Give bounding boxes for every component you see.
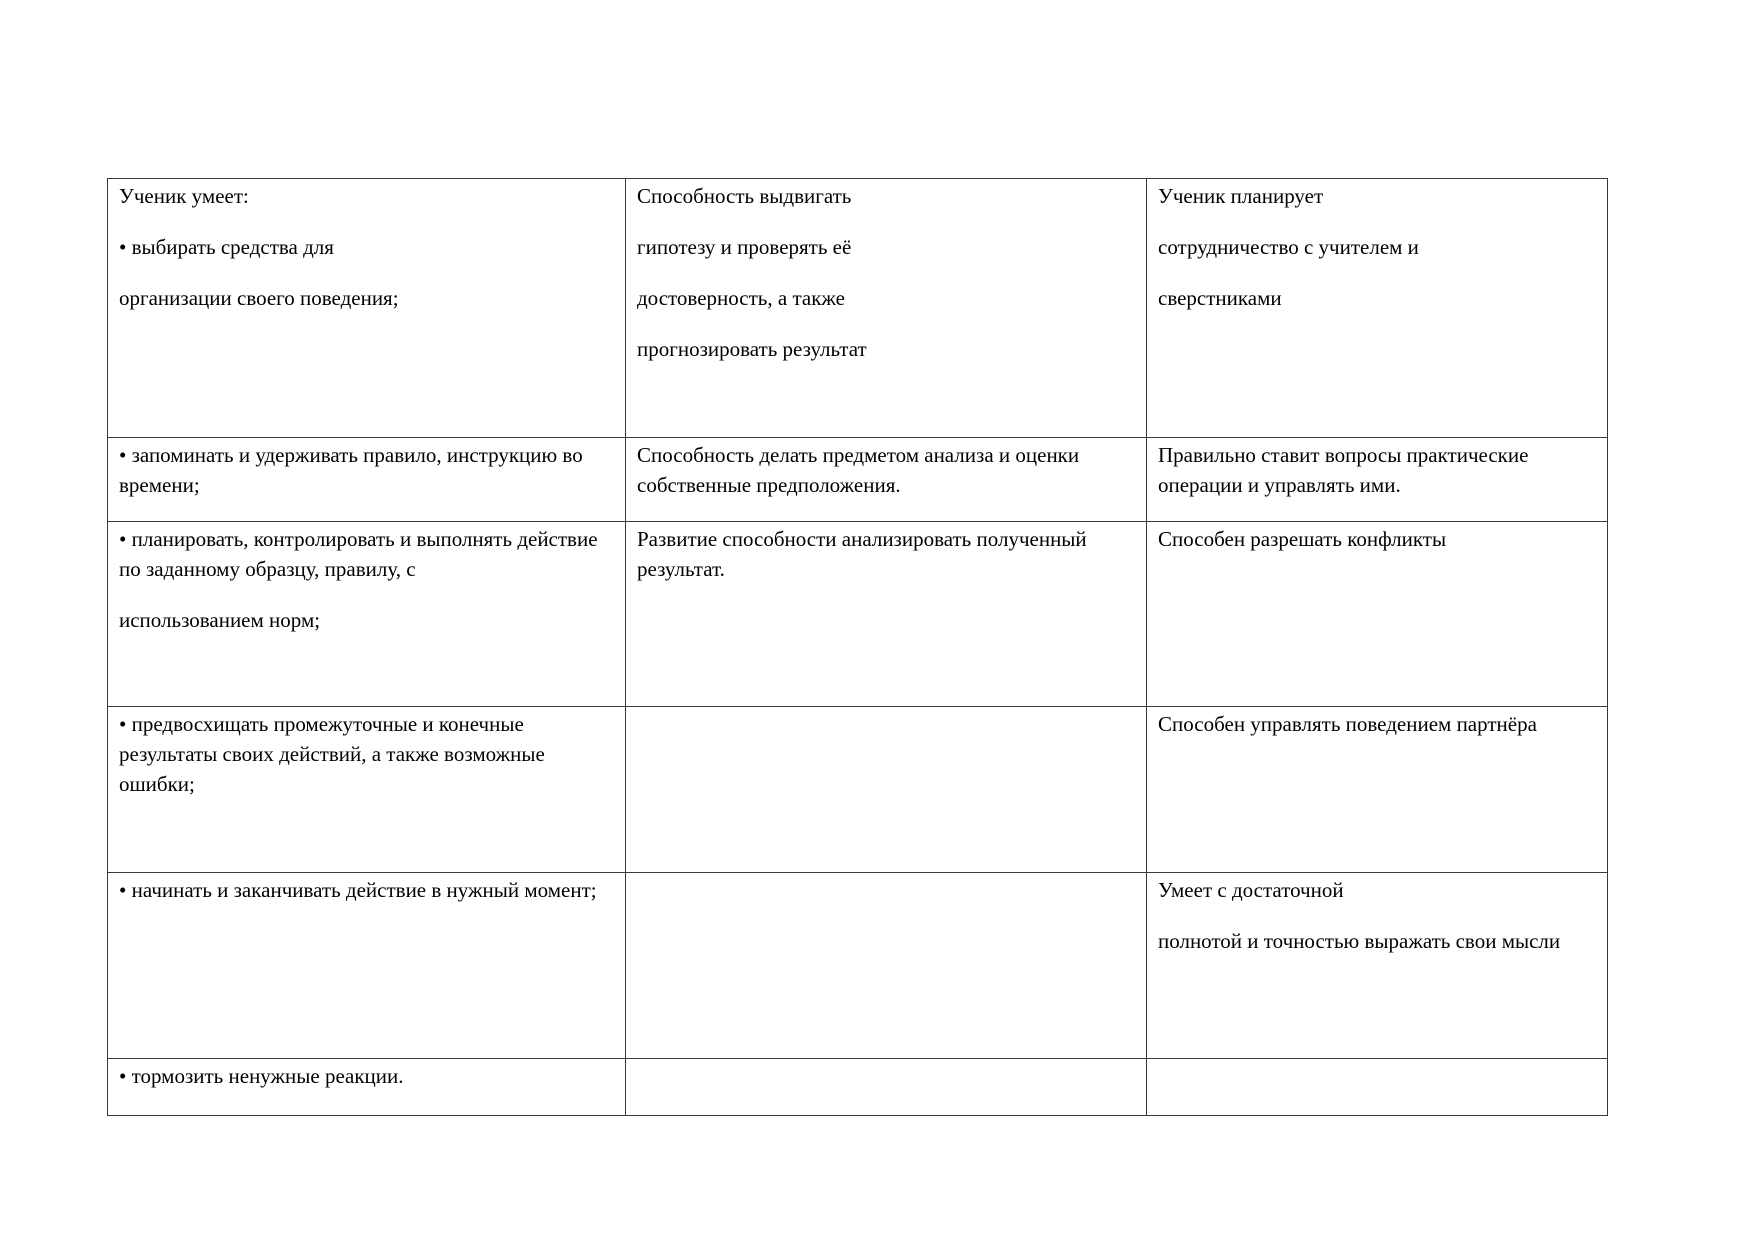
cell-text: Способность выдвигать (637, 184, 852, 208)
table-cell-col1 (108, 1059, 626, 1116)
table-row (108, 438, 1608, 522)
table-row (108, 1059, 1608, 1116)
table-cell-col3 (1147, 522, 1608, 707)
table-row (108, 707, 1608, 873)
cell-text: организации своего поведения; (119, 286, 399, 310)
table-cell-col3 (1147, 873, 1608, 1059)
table-cell-col3 (1147, 1059, 1608, 1116)
table-cell-col1 (108, 873, 626, 1059)
table-cell-col3 (1147, 707, 1608, 873)
cell-text: • тормозить ненужные реакции. (119, 1064, 404, 1088)
table-row (108, 179, 1608, 438)
table-cell-col1 (108, 522, 626, 707)
cell-text: Способность делать предметом анализа и оценки собственные предположения. (637, 443, 1080, 497)
table-row (108, 522, 1608, 707)
table-cell-col2 (626, 438, 1147, 522)
cell-text: Умеет с достаточной (1158, 878, 1344, 902)
cell-text: сверстниками (1158, 286, 1282, 310)
table-cell-col2 (626, 873, 1147, 1059)
table-cell-col2 (626, 707, 1147, 873)
cell-text: • планировать, контролировать и выполнять действие по заданному образцу, правилу, с (119, 527, 598, 581)
cell-text: • предвосхищать промежуточные и конечные результаты своих действий, а также возможные ошибки; (119, 712, 545, 796)
cell-text: • запоминать и удерживать правило, инструкцию во времени; (119, 443, 583, 497)
cell-text: полнотой и точностью выражать свои мысли (1158, 929, 1561, 953)
cell-text: • начинать и заканчивать действие в нужный момент; (119, 878, 597, 902)
cell-text: Ученик планирует (1158, 184, 1324, 208)
cell-text: Способен разрешать конфликты (1158, 527, 1447, 551)
table-cell-col2 (626, 1059, 1147, 1116)
cell-text: Способен управлять поведением партнёра (1158, 712, 1537, 736)
cell-text: достоверность, а также (637, 286, 845, 310)
table-cell-col2 (626, 179, 1147, 438)
table-row (108, 873, 1608, 1059)
table-cell-col1 (108, 707, 626, 873)
table-cell-col1 (108, 438, 626, 522)
cell-text: использованием норм; (119, 608, 321, 632)
cell-text: Развитие способности анализировать полученный результат. (637, 527, 1087, 581)
table-cell-col3 (1147, 438, 1608, 522)
cell-text: Правильно ставит вопросы практические операции и управлять ими. (1158, 443, 1529, 497)
cell-text: гипотезу и проверять её (637, 235, 852, 259)
cell-text: сотрудничество с учителем и (1158, 235, 1419, 259)
table-cell-col2 (626, 522, 1147, 707)
competency-table (107, 178, 1608, 1116)
table-cell-col1 (108, 179, 626, 438)
cell-text: Ученик умеет: (119, 184, 249, 208)
table-cell-col3 (1147, 179, 1608, 438)
cell-text: прогнозировать результат (637, 337, 867, 361)
cell-text: • выбирать средства для (119, 235, 334, 259)
